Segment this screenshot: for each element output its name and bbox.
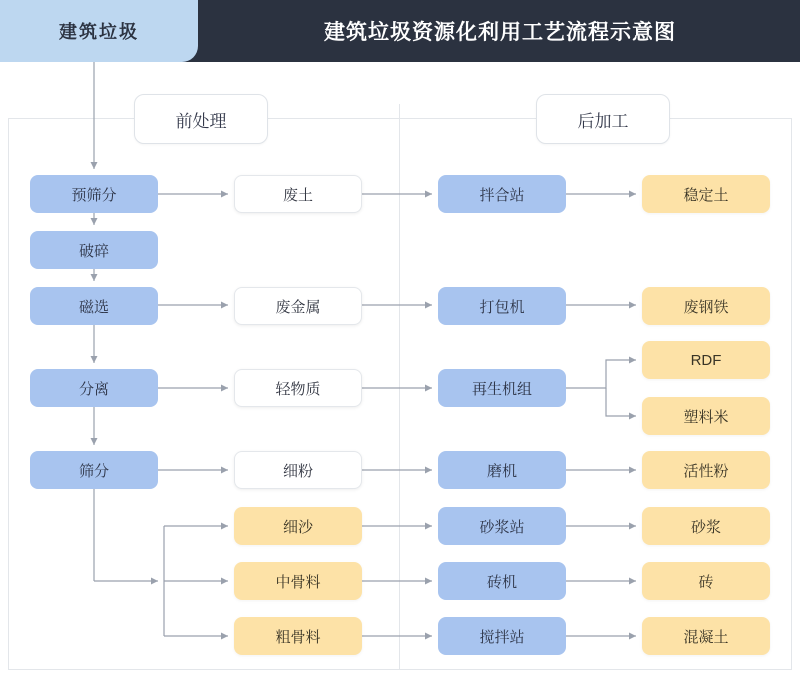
node-light-matter[interactable]: 轻物质 bbox=[234, 369, 362, 407]
node-rdf[interactable]: RDF bbox=[642, 341, 770, 379]
node-baler[interactable]: 打包机 bbox=[438, 287, 566, 325]
page-title: 建筑垃圾资源化利用工艺流程示意图 bbox=[324, 21, 676, 44]
node-active-powder[interactable]: 活性粉 bbox=[642, 451, 770, 489]
node-grinder[interactable]: 磨机 bbox=[438, 451, 566, 489]
section-header-pre: 前处理 bbox=[134, 94, 268, 144]
node-mixing-station[interactable]: 拌合站 bbox=[438, 175, 566, 213]
node-magnetic-sep[interactable]: 磁选 bbox=[30, 287, 158, 325]
node-mortar-station[interactable]: 砂浆站 bbox=[438, 507, 566, 545]
node-scrap-steel[interactable]: 废钢铁 bbox=[642, 287, 770, 325]
node-screening[interactable]: 筛分 bbox=[30, 451, 158, 489]
node-concrete[interactable]: 混凝土 bbox=[642, 617, 770, 655]
node-fine-sand[interactable]: 细沙 bbox=[234, 507, 362, 545]
node-brick-machine[interactable]: 砖机 bbox=[438, 562, 566, 600]
section-divider bbox=[399, 104, 400, 670]
header-tab-construction-waste[interactable]: 建筑垃圾 bbox=[0, 0, 198, 62]
node-waste-metal[interactable]: 废金属 bbox=[234, 287, 362, 325]
section-header-post: 后加工 bbox=[536, 94, 670, 144]
node-medium-aggregate[interactable]: 中骨料 bbox=[234, 562, 362, 600]
node-concrete-mixing-station[interactable]: 搅拌站 bbox=[438, 617, 566, 655]
node-separation[interactable]: 分离 bbox=[30, 369, 158, 407]
node-recycling-unit[interactable]: 再生机组 bbox=[438, 369, 566, 407]
node-stabilized-soil[interactable]: 稳定土 bbox=[642, 175, 770, 213]
node-fine-powder[interactable]: 细粉 bbox=[234, 451, 362, 489]
node-pre-screening[interactable]: 预筛分 bbox=[30, 175, 158, 213]
node-brick[interactable]: 砖 bbox=[642, 562, 770, 600]
node-plastic-pellets[interactable]: 塑料米 bbox=[642, 397, 770, 435]
node-waste-soil[interactable]: 废土 bbox=[234, 175, 362, 213]
node-mortar[interactable]: 砂浆 bbox=[642, 507, 770, 545]
node-crushing[interactable]: 破碎 bbox=[30, 231, 158, 269]
node-coarse-aggregate[interactable]: 粗骨料 bbox=[234, 617, 362, 655]
